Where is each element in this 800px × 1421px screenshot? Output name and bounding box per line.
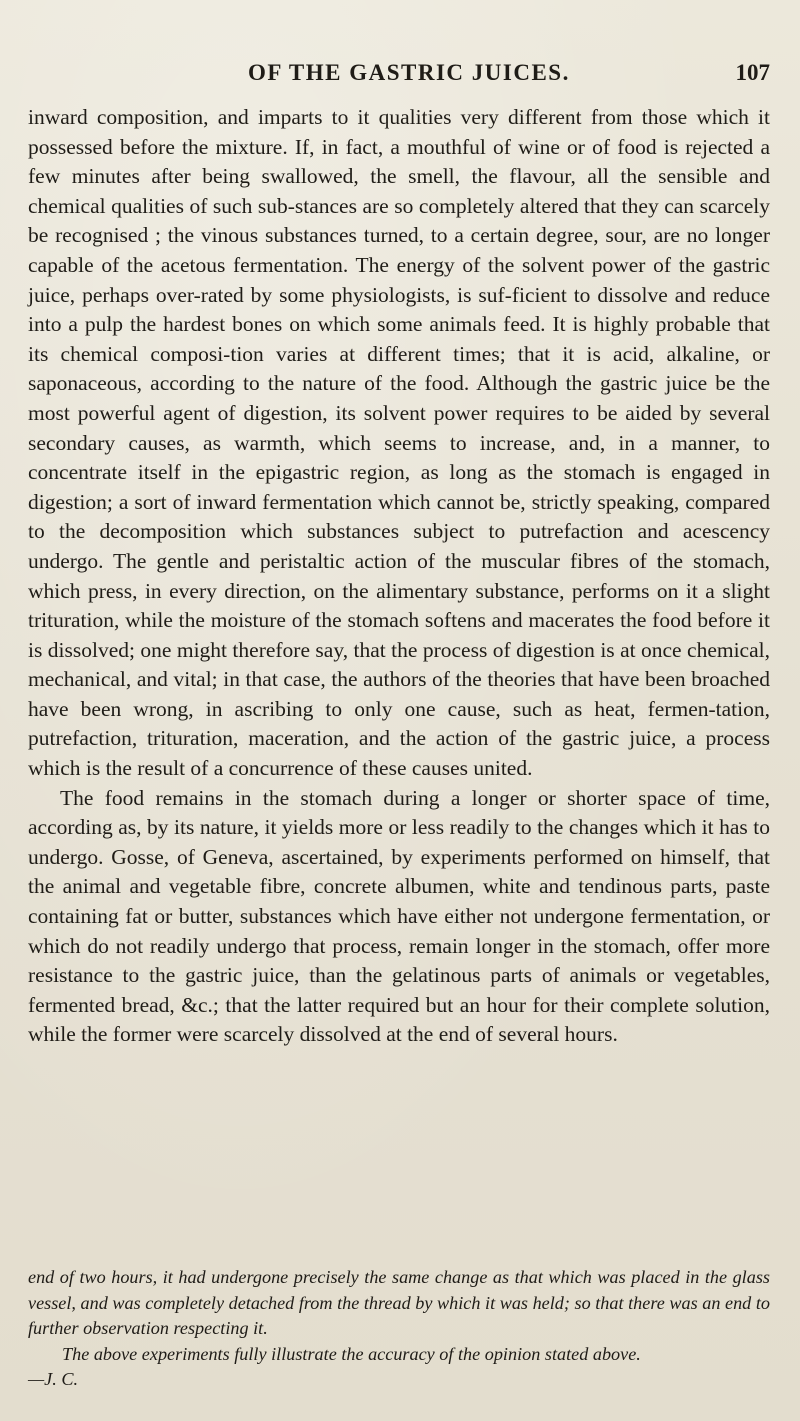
page-number: 107 [735,60,770,85]
footnote-paragraph-1: end of two hours, it had undergone precisely the same change as that which was placed in the glass vessel, and was completely detached from the thread by which it was held; so that there was an end to further observation respecting it. [28,1267,770,1339]
paragraph-2: The food remains in the stomach during a longer or shorter space of time, according as, by its nature, it yields more or less readily to the changes which it has to undergo. Gosse, of Geneva, ascertained, by experiments performed on himself, that the animal and vegetable fibre, concrete albumen, white and tendinous parts, paste containing fat or butter, substances which have either not undergone fermentation, or which do not readily undergo that process, remain longer in the stomach, offer more resistance to the gastric juice, than the gelatinous parts of animals or vegetables, fermented bread, &c.; that the latter required but an hour for their complete solution, while the former were scarcely dissolved at the end of several hours. [28,785,770,1047]
paragraph-1: inward composition, and imparts to it qualities very different from those which it possessed before the mixture. If, in fact, a mouthful of wine or of food is rejected a few minutes after being swallowed, the smell, the flavour, all the sensible and chemical qualities of such sub-stances are so completely altered that they can scarcely be recognised ; the vinous substances turned, to a certain degree, sour, are no longer capable of the acetous fermentation. The energy of the solvent power of the gastric juice, perhaps over-rated by some physiologists, is suf-ficient to dissolve and reduce into a pulp the hardest bones on which some animals feed. It is highly probable that its chemical composi-tion varies at different times; that it is acid, alkaline, or saponaceous, according to the nature of the food. Although the gastric juice be the most powerful agent of digestion, its solvent power requires to be aided by several secondary causes, as warmth, which seems to increase, and, in a manner, to concentrate itself in the epigastric region, as long as the stomach is engaged in digestion; a sort of inward fermentation which cannot be, strictly speaking, compared to the decomposition which substances subject to putrefaction and acescency undergo. The gentle and peristaltic action of the muscular fibres of the stomach, which press, in every direction, on the alimentary substance, performs on it a slight trituration, while the moisture of the stomach softens and macerates the food before it is dissolved; one might therefore say, that the process of digestion is at once chemical, mechanical, and vital; in that case, the authors of the theories that have been broached have been wrong, in ascribing to only one cause, such as heat, fermen-tation, putrefaction, trituration, maceration, and the action of the gastric juice, a process which is the result of a concurrence of these causes united. [28,105,770,781]
running-head: OF THE GASTRIC JUICES. [248,60,570,85]
page-header [0,60,800,100]
main-text [28,103,770,1050]
footnote [28,1265,770,1391]
footnote-paragraph-2: The above experiments fully illustrate the accuracy of the opinion stated above. [62,1343,641,1364]
footnote-signature: —J. C. [28,1369,79,1390]
